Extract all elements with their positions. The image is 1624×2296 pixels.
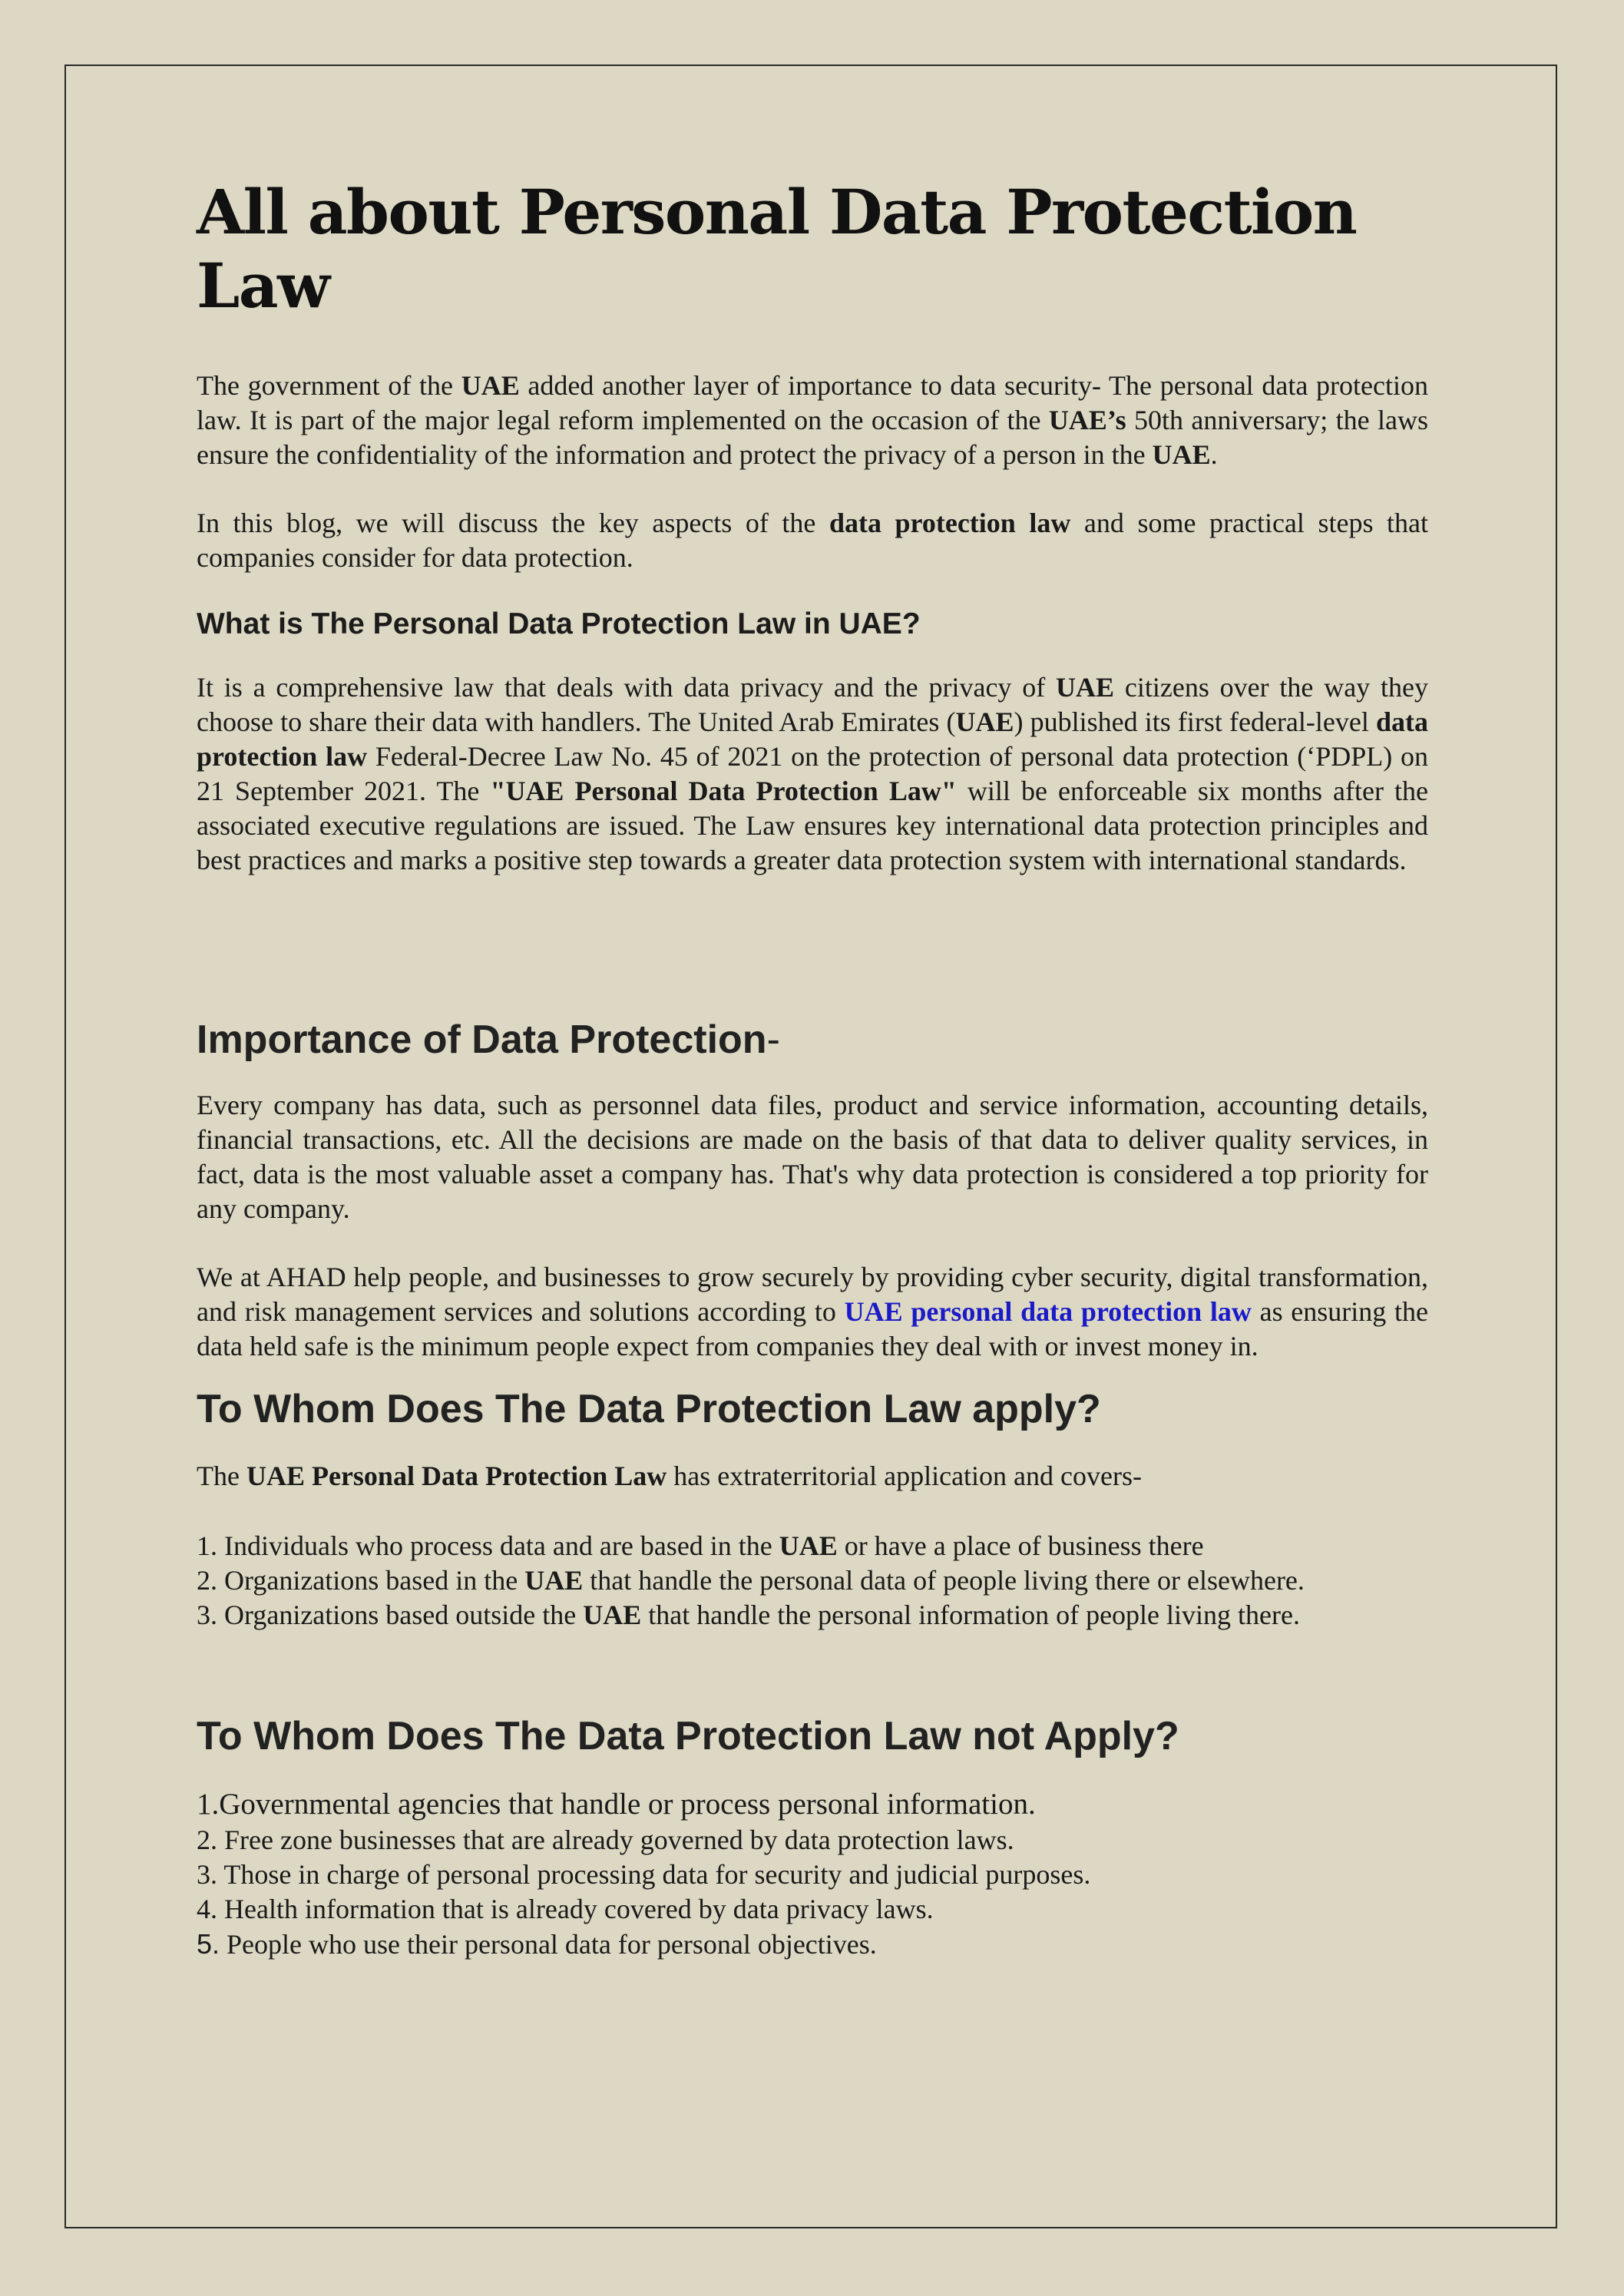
list-item: 3. Those in charge of personal processing data for security and judicial purposes. [197,1859,1091,1890]
what-is-paragraph: It is a comprehensive law that deals with data privacy and the privacy of UAE citizens over the way they choose to share their data with handlers. The United Arab Emirates (UAE) published its first federal-level data protection law Federal-Decree Law No. 45 of 2021 on the protection of personal data protection (‘PDPL) on 21 September 2021. The "UAE Personal Data Protection Law" will be enforceable six months after the associated executive regulations are issued. The Law ensures key international data protection principles and best practices and marks a positive step towards a greater data protection system with international standards. [197,672,1429,875]
importance-paragraph-2: We at AHAD help people, and businesses to grow securely by providing cyber security, digital transformation, and risk management services and solutions according to UAE personal data protection law as ensuring the data held safe is the minimum people expect from companies they deal with or invest money in. [197,1262,1428,1361]
document-body [197,175,1428,1962]
pdpl-link[interactable]: UAE personal data protection law [844,1296,1252,1327]
not-applies-heading: To Whom Does The Data Protection Law not Apply? [197,1714,1179,1758]
list-item: 1.Governmental agencies that handle or process personal information. [197,1788,1036,1821]
list-item: 4. Health information that is already covered by data privacy laws. [197,1894,934,1924]
importance-heading: Importance of Data Protection- [197,1017,780,1062]
list-item: 1. Individuals who process data and are based in the UAE or have a place of business there [197,1530,1204,1561]
intro-paragraph-1: The government of the UAE added another layer of importance to data security- The personal data protection law. It is part of the major legal reform implemented on the occasion of the UAE’s 50th anniversary; the laws ensure the confidentiality of the information and protect the privacy of a person in the UAE. [197,370,1428,470]
list-item: 2. Organizations based in the UAE that handle the personal data of people living there or elsewhere. [197,1565,1305,1596]
intro-paragraph-2: In this blog, we will discuss the key aspects of the data protection law and some practical steps that companies consider for data protection. [197,508,1428,573]
importance-paragraph-1: Every company has data, such as personnel data files, product and service information, accounting details, financial transactions, etc. All the decisions are made on the basis of that data to deliver quality services, in fact, data is the most valuable asset a company has. That's why data protection is considered a top priority for any company. [197,1090,1428,1224]
not-applies-list [197,1786,1428,1962]
applies-heading: To Whom Does The Data Protection Law apply? [197,1387,1101,1431]
what-is-heading: What is The Personal Data Protection Law in UAE? [197,607,921,640]
applies-list [197,1529,1428,1633]
applies-intro: The UAE Personal Data Protection Law has extraterritorial application and covers- [197,1461,1142,1491]
list-item: 5. People who use their personal data for personal objectives. [197,1928,877,1960]
list-item: 2. Free zone businesses that are already governed by data protection laws. [197,1825,1014,1855]
page-title: All about Personal Data Protection Law [197,176,1357,322]
list-item: 3. Organizations based outside the UAE that handle the personal information of people living there. [197,1600,1300,1630]
